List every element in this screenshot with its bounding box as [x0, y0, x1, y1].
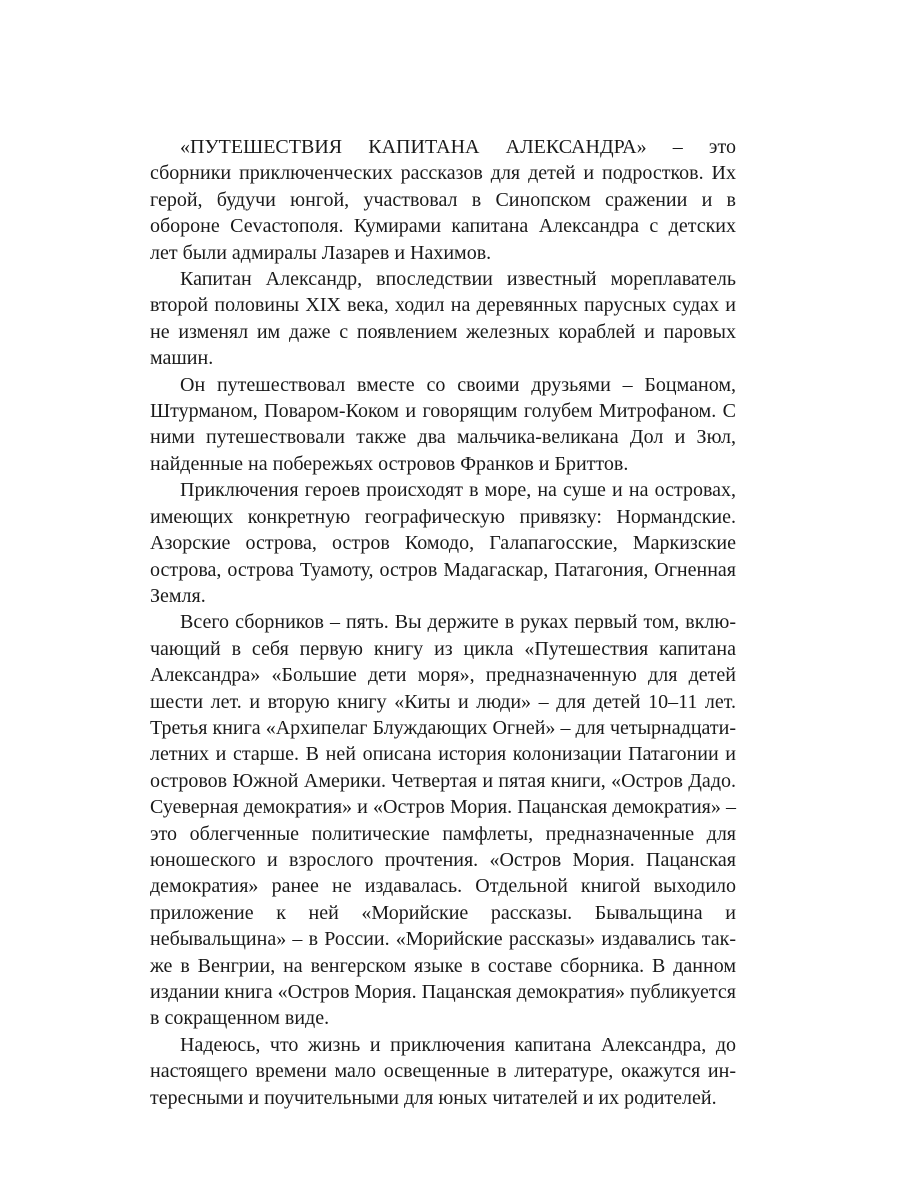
paragraph-friends: Он путешествовал вместе со своими друзьями – Боцманом, Штурманом, Поваром-Коком и говорящим голубем Митрофаном. С ними путешествовали также два мальчика-великана Дол и Зюл, найденные на побережьях островов Франков и Бриттов.	[150, 373, 736, 475]
body-text	[150, 134, 736, 1111]
paragraph-intro: «ПУТЕШЕСТВИЯ КАПИТАНА АЛЕКСАНДРА» – это сборники приключенческих рассказов для детей и подростков. Их герой, будучи юнгой, участвовал в Синопском сражении и в обороне Сеvастополя. Кумирами капитана Александра с детских лет были адмиралы Лазарев и Нахимов.	[150, 136, 736, 264]
paragraph-captain: Капитан Александр, впоследствии известный мореплаватель второй половины XIX века, ходил на деревянных парусных судах и не изменял им даже с появлением железных кораблей и паровых машин.	[150, 268, 736, 370]
paragraph-adventures: Приключения героев происходят в море, на суше и на островах, имеющих конкретную географическую привязку: Нормандские. Азорские острова, остров Комодо, Галапагосские, Маркизские острова, острова Туамоту, остров Мадагаскар, Патагония, Огненная Земля.	[150, 479, 736, 607]
paragraph-closing: Надеюсь, что жизнь и приключения капитана Александра, до настоящего времени мало освещенные в литературе, окажутся интересными и поучительными для юных читателей и их родителей.	[150, 1033, 736, 1109]
paragraph-collections: Всего сборников – пять. Вы держите в руках первый том, включающий в себя первую книгу из цикла «Путешествия капитана Александра» «Большие дети моря», предназначенную для детей шести лет. и вторую книгу «Киты и люди» – для детей 10–11 лет. Третья книга «Архипелаг Блуждающих Огней» – для четырнадцатилетних и старше. В ней описана история колонизации Патагонии и островов Южной Америки. Четвертая и пятая книги, «Остров Дадо. Суеверная демократия» и «Остров Мория. Пацанская демократия» – это облегченные политические памфлеты, предназначенные для юношеского и взрослого прочтения. «Остров Мория. Пацанская демократия» ранее не издавалась. Отдельной книгой выходило приложение к ней «Морийские рассказы. Бывальщина и небывальщина» – в России. «Морийские рассказы» издавались также в Венгрии, на венгерском языке в составе сборника. В данном издании книга «Остров Мория. Пацанская демократия» публикуется в сокращенном виде.	[150, 611, 736, 1030]
